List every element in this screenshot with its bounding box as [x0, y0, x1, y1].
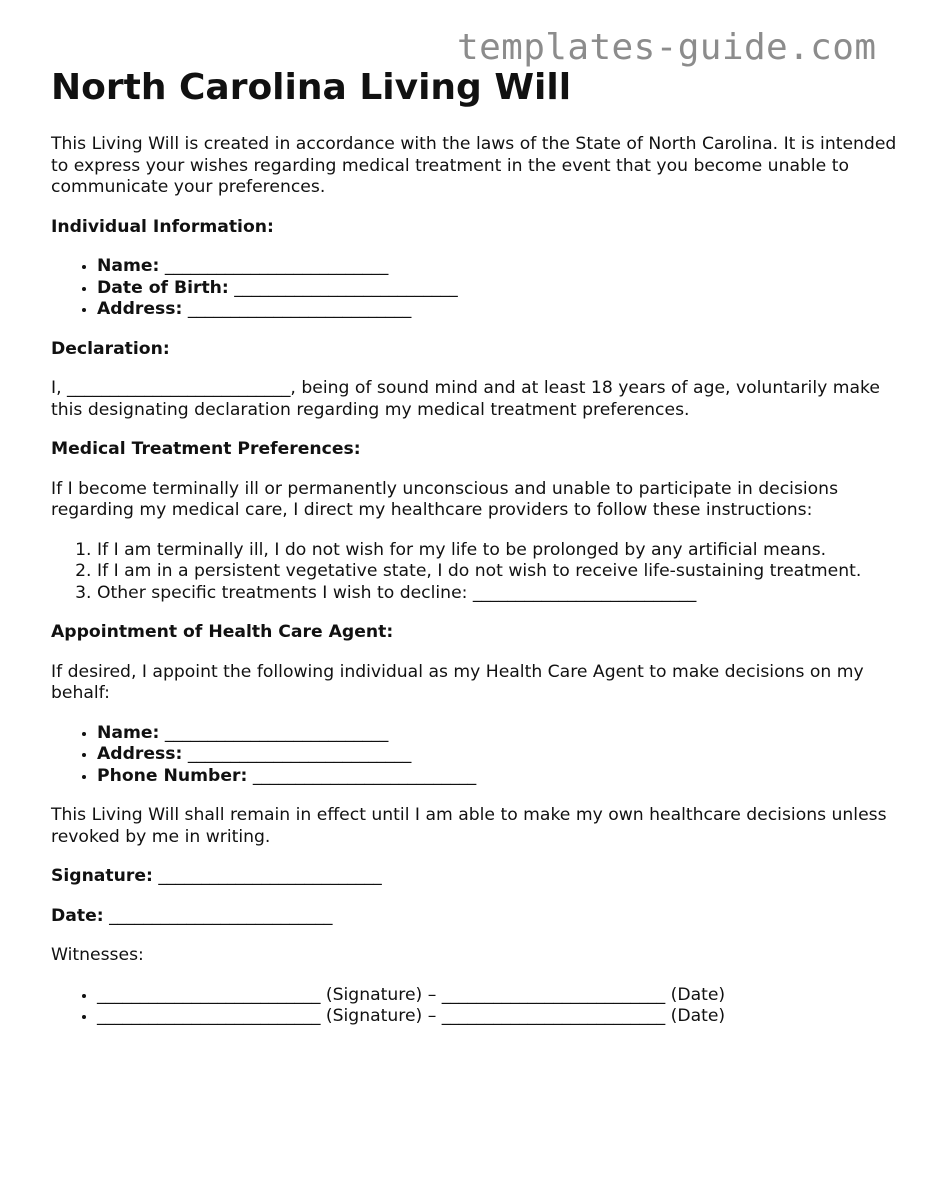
treatment-item-decline-field[interactable]: 3. Other specific treatments I wish to decline: __________________________ [97, 583, 901, 605]
agent-info-list [51, 723, 901, 788]
individual-info-heading: Individual Information: [51, 216, 274, 237]
individual-address-field[interactable]: • Address: __________________________ [97, 299, 901, 321]
declaration-heading: Declaration: [51, 338, 170, 359]
witness-line[interactable]: • __________________________ (Signature) – __________________________ (Date) [97, 985, 901, 1007]
treatment-heading: Medical Treatment Preferences: [51, 439, 361, 459]
treatment-item: 1. If I am terminally ill, I do not wish for my life to be prolonged by any artificial means. [97, 540, 901, 562]
agent-phone-field[interactable]: • Phone Number: __________________________ [97, 766, 901, 788]
document-title: North Carolina Living Will [51, 67, 572, 108]
intro-paragraph: This Living Will is created in accordance with the laws of the State of North Carolina. It is intended to express your wishes regarding medical treatment in the event that you become unable to communicate your preferences. [51, 134, 897, 197]
declaration-text: I, __________________________, being of sound mind and at least 18 years of age, voluntarily make this designating declaration regarding my medical treatment preferences. [51, 378, 880, 420]
treatment-item: 2. If I am in a persistent vegetative state, I do not wish to receive life-sustaining treatment. [97, 561, 901, 583]
individual-name-field[interactable]: • Name: __________________________ [97, 256, 901, 278]
agent-heading: Appointment of Health Care Agent: [51, 622, 394, 642]
signature-field[interactable]: Signature: __________________________ [51, 866, 382, 886]
treatment-list [51, 540, 901, 605]
witness-line[interactable]: • __________________________ (Signature) – __________________________ (Date) [97, 1006, 901, 1028]
treatment-text: If I become terminally ill or permanently unconscious and unable to participate in decisions regarding my medical care, I direct my healthcare providers to follow these instructions: [51, 478, 839, 520]
witnesses-list [51, 985, 901, 1028]
watermark: templates-guide.com [457, 27, 877, 68]
agent-name-field[interactable]: • Name: __________________________ [97, 723, 901, 745]
agent-address-field[interactable]: • Address: __________________________ [97, 744, 901, 766]
effect-paragraph: This Living Will shall remain in effect until I am able to make my own healthcare decisions unless revoked by me in writing. [51, 805, 887, 847]
document-body [51, 66, 901, 1028]
individual-info-list [51, 256, 901, 321]
agent-text: If desired, I appoint the following individual as my Health Care Agent to make decisions on my behalf: [51, 661, 864, 703]
witnesses-label: Witnesses: [51, 945, 144, 965]
date-field[interactable]: Date: __________________________ [51, 905, 333, 926]
individual-dob-field[interactable]: • Date of Birth: __________________________ [97, 278, 901, 300]
